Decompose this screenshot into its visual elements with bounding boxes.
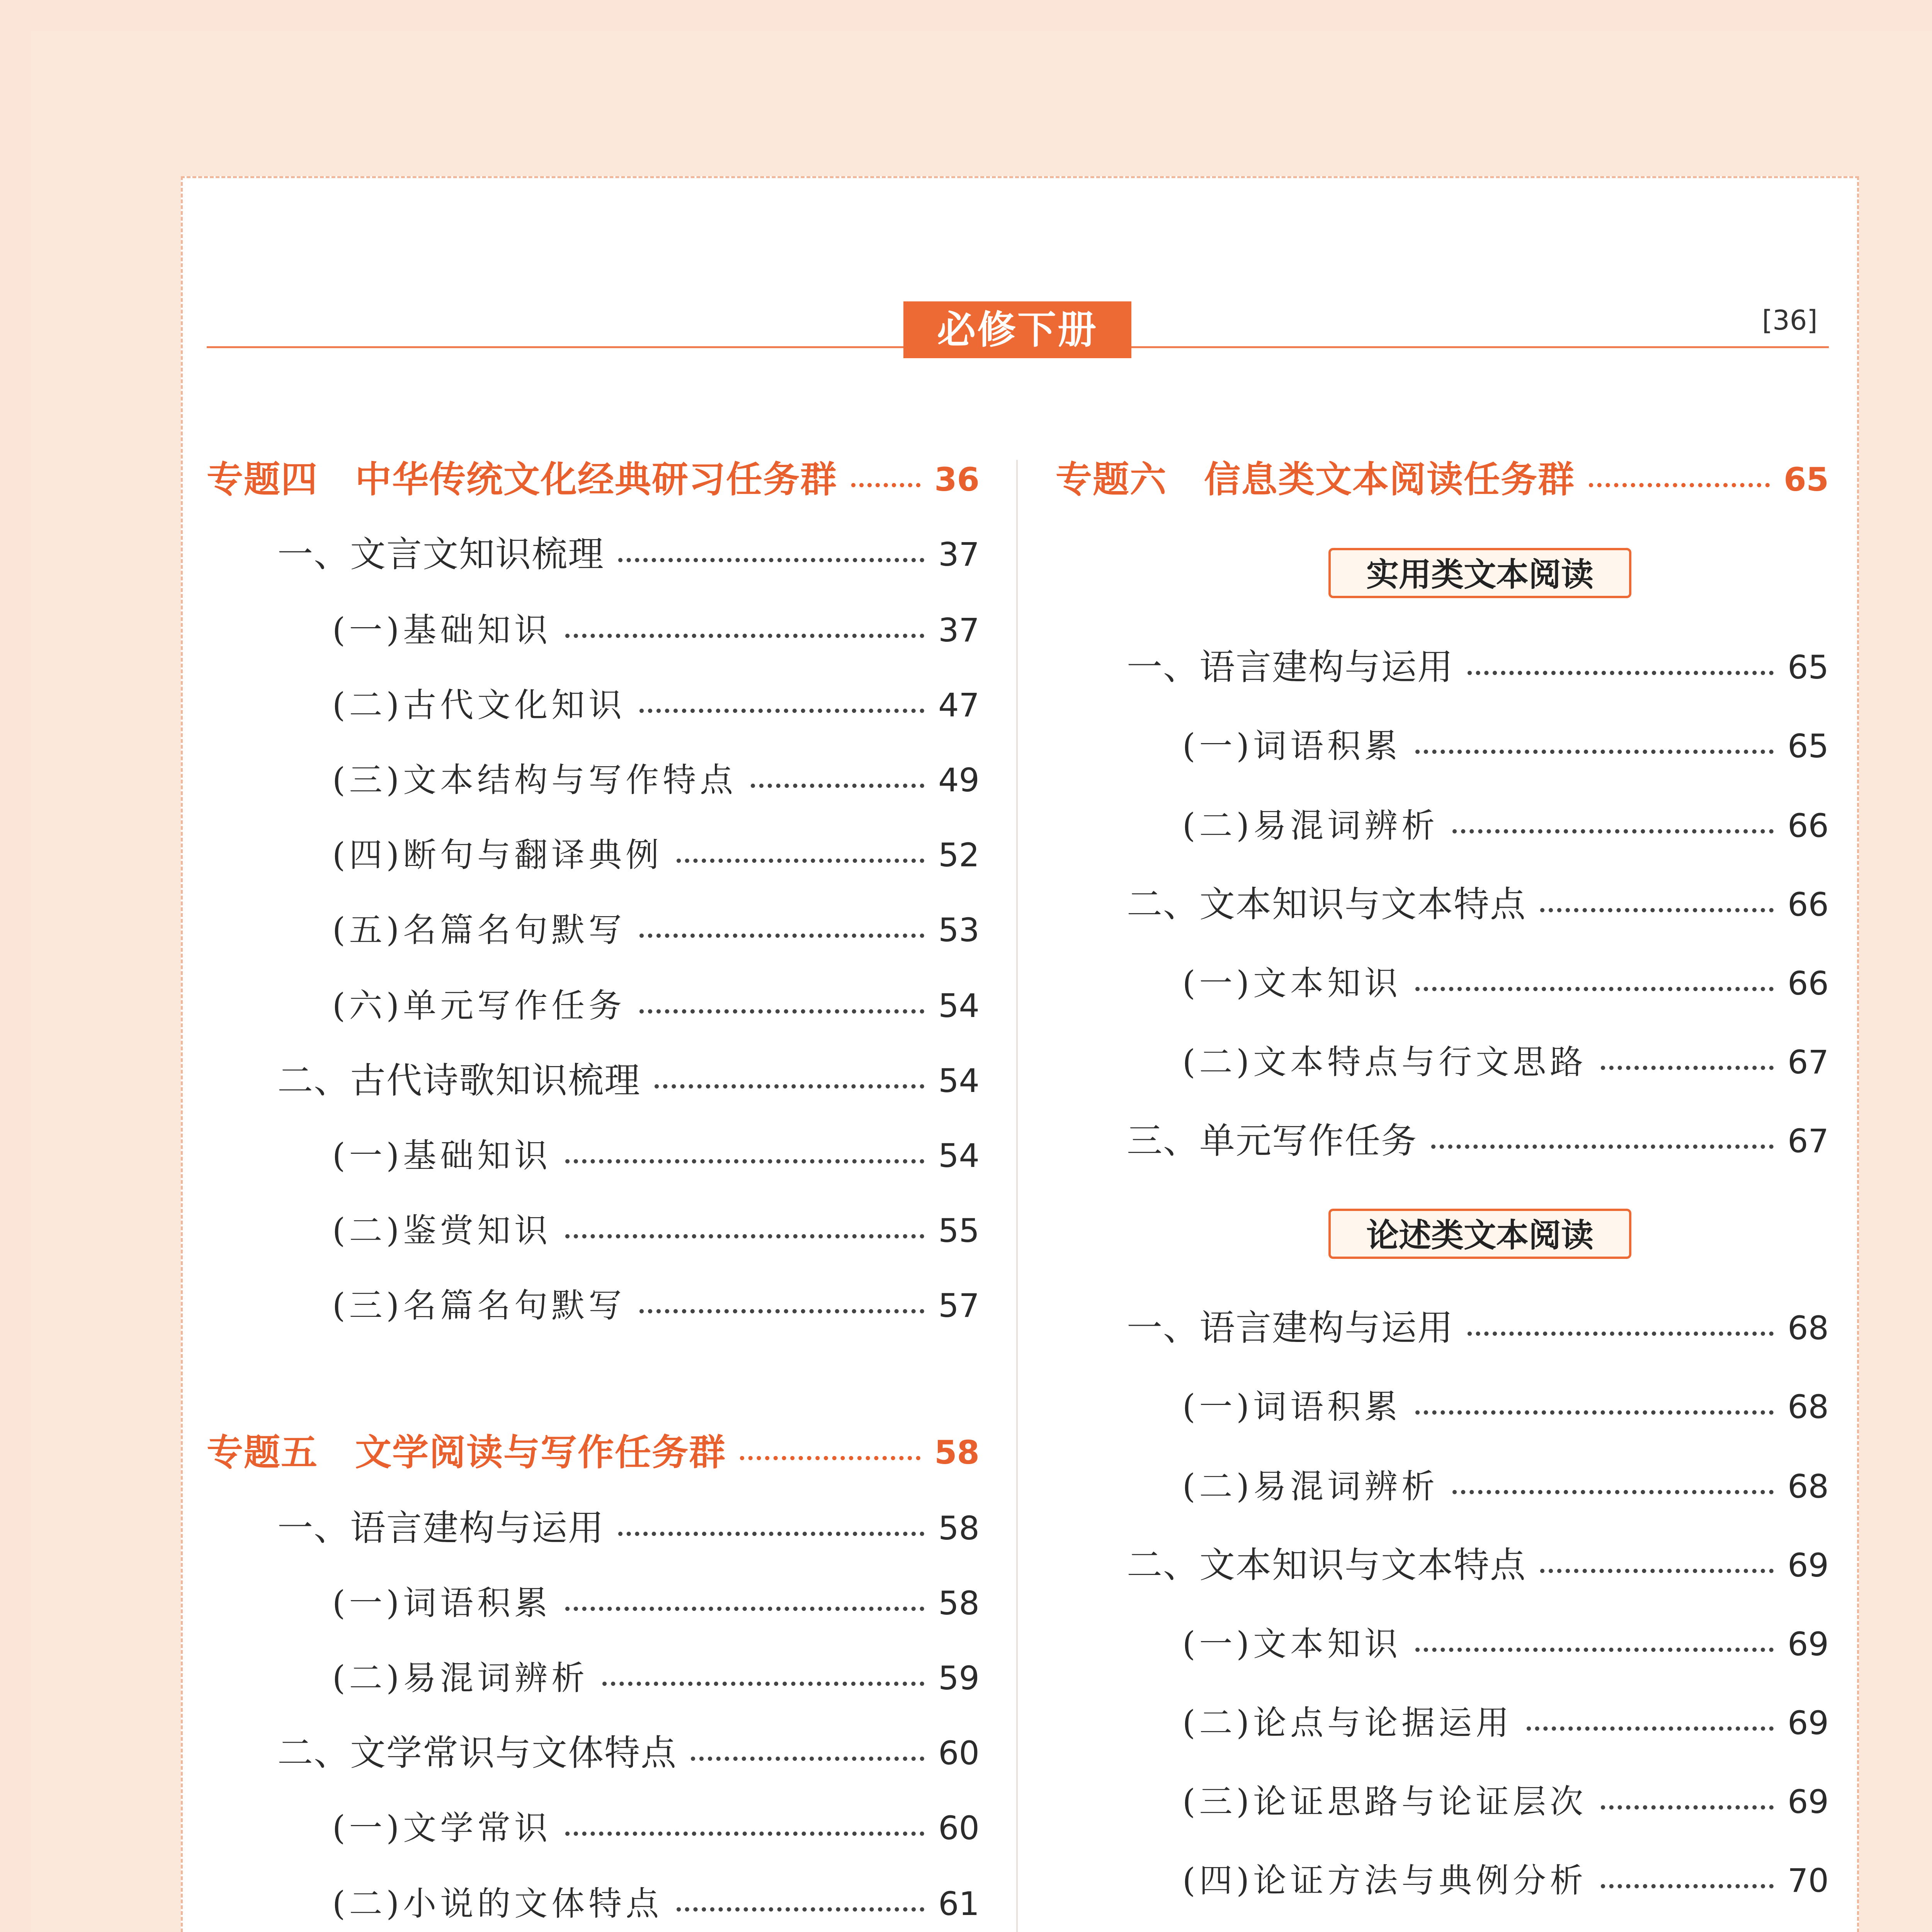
toc-subitem[interactable]: (二)文本特点与行文思路 67 — [1182, 1043, 1829, 1082]
toc-subitem[interactable]: (一)文本知识 69 — [1182, 1625, 1829, 1663]
toc-subitem[interactable]: (二)易混词辨析 66 — [1182, 806, 1829, 845]
toc-subitem[interactable]: (二)鉴赏知识 55 — [332, 1211, 980, 1250]
toc-subitem[interactable]: (二)古代文化知识 47 — [332, 686, 980, 724]
toc-subitem[interactable]: (一)词语积累 65 — [1182, 727, 1829, 765]
toc-subitem[interactable]: (六)单元写作任务 54 — [332, 986, 980, 1025]
subsection-label: 论述类文本阅读 — [1328, 1209, 1631, 1259]
toc-subitem[interactable]: (三)名篇名句默写 57 — [332, 1286, 980, 1325]
toc-item[interactable]: 三、单元写作任务 67 — [1127, 1120, 1829, 1162]
subsection-label: 实用类文本阅读 — [1328, 548, 1631, 598]
toc-subitem[interactable]: (二)易混词辨析 68 — [1182, 1467, 1829, 1506]
toc-subitem[interactable]: (一)基础知识 54 — [332, 1136, 980, 1175]
toc-subitem[interactable]: (一)词语积累 68 — [1182, 1388, 1829, 1426]
toc-subitem[interactable]: (一)文本知识 66 — [1182, 964, 1829, 1003]
column-divider — [1016, 460, 1018, 1932]
toc-subitem[interactable]: (四)论证方法与典例分析 70 — [1182, 1861, 1829, 1900]
toc-item[interactable]: 一、文言文知识梳理 37 — [277, 534, 980, 575]
toc-subitem[interactable]: (一)文学常识 60 — [332, 1809, 980, 1847]
toc-topic[interactable]: 专题四 中华传统文化经典研习任务群 36 — [207, 458, 980, 501]
toc-item[interactable]: 一、语言建构与运用 58 — [277, 1507, 980, 1549]
toc-item[interactable]: 二、文学常识与文体特点 60 — [277, 1732, 980, 1774]
toc-topic[interactable]: 专题五 文学阅读与写作任务群 58 — [207, 1431, 980, 1474]
toc-item[interactable]: 二、古代诗歌知识梳理 54 — [277, 1060, 980, 1101]
toc-subitem[interactable]: (二)易混词辨析 59 — [332, 1659, 980, 1697]
toc-item[interactable]: 一、语言建构与运用 68 — [1127, 1307, 1829, 1349]
toc-item[interactable]: 一、语言建构与运用 65 — [1127, 646, 1829, 688]
toc-item[interactable]: 二、文本知识与文本特点 66 — [1127, 884, 1829, 925]
toc-subitem[interactable]: (一)词语积累 58 — [332, 1584, 980, 1622]
toc-subitem[interactable]: (四)断句与翻译典例 52 — [332, 836, 980, 874]
toc-topic[interactable]: 专题六 信息类文本阅读任务群 65 — [1056, 458, 1829, 501]
section-banner: 必修下册 — [903, 301, 1131, 358]
toc-subitem[interactable]: (一)基础知识 37 — [332, 611, 980, 650]
toc-subitem[interactable]: (二)小说的文体特点 61 — [332, 1884, 980, 1923]
toc-subitem[interactable]: (三)文本结构与写作特点 49 — [332, 761, 980, 799]
toc-item[interactable]: 二、文本知识与文本特点 69 — [1127, 1544, 1829, 1586]
toc-subitem[interactable]: (三)论证思路与论证层次 69 — [1182, 1782, 1829, 1821]
toc-subitem[interactable]: (二)论点与论据运用 69 — [1182, 1704, 1829, 1742]
section-page-number: [36] — [1762, 304, 1818, 336]
toc-subitem[interactable]: (五)名篇名句默写 53 — [332, 911, 980, 949]
